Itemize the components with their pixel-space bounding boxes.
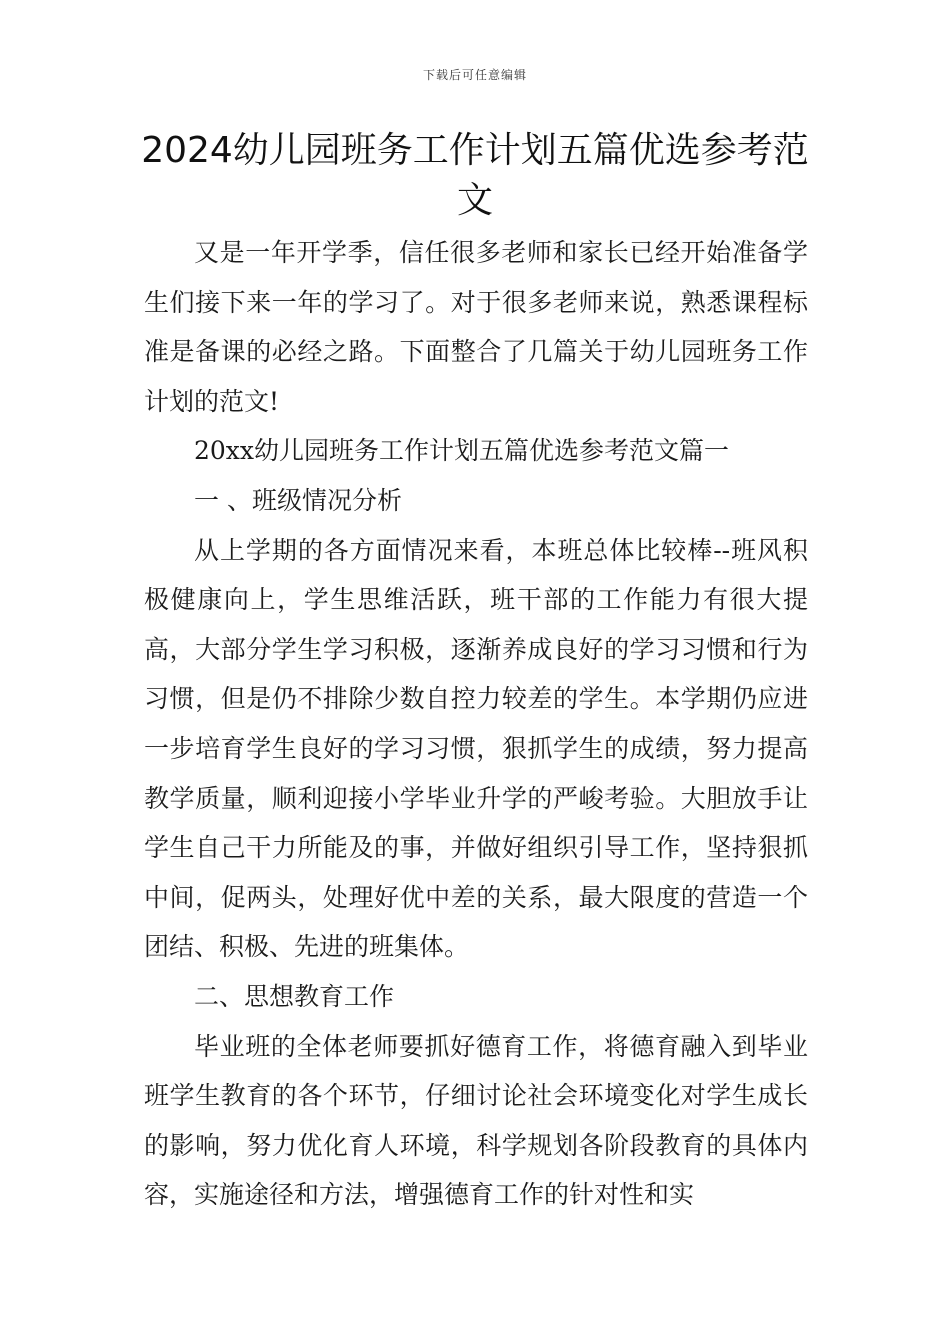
- class-analysis-paragraph: 从上学期的各方面情况来看，本班总体比较棒--班风积极健康向上，学生思维活跃，班干部的工作能力有很大提高，大部分学生学习积极，逐渐养成良好的学习习惯和行为习惯，但是仍不排除少数自控力较差的学生。本学期仍应进一步培育学生良好的学习习惯，狠抓学生的成绩，努力提高教学质量，顺利迎接小学毕业升学的严峻考验。大胆放手让学生自己干力所能及的事，并做好组织引导工作，坚持狠抓中间，促两头，处理好优中差的关系，最大限度的营造一个团结、积极、先进的班集体。: [144, 535, 808, 962]
- section-heading-class-analysis: 一 、班级情况分析: [194, 485, 402, 515]
- page-header-note: 下载后可任意编辑: [422, 68, 527, 82]
- moral-education-paragraph: 毕业班的全体老师要抓好德育工作，将德育融入到毕业班学生教育的各个环节，仔细讨论社会环境变化对学生成长的影响，努力优化育人环境，科学规划各阶段教育的具体内容，实施途径和方法，增强德育工作的针对性和实: [144, 1031, 808, 1210]
- document-title: 2024幼儿园班务工作计划五篇优选参考范文: [141, 130, 809, 221]
- intro-paragraph: 又是一年开学季，信任很多老师和家长已经开始准备学生们接下来一年的学习了。对于很多老师来说，熟悉课程标准是备课的必经之路。下面整合了几篇关于幼儿园班务工作计划的范文!: [144, 238, 808, 416]
- article-heading: 20xx幼儿园班务工作计划五篇优选参考范文篇一: [194, 436, 730, 466]
- document-body: [144, 228, 808, 1220]
- section-heading-moral-education: 二、思想教育工作: [194, 981, 395, 1011]
